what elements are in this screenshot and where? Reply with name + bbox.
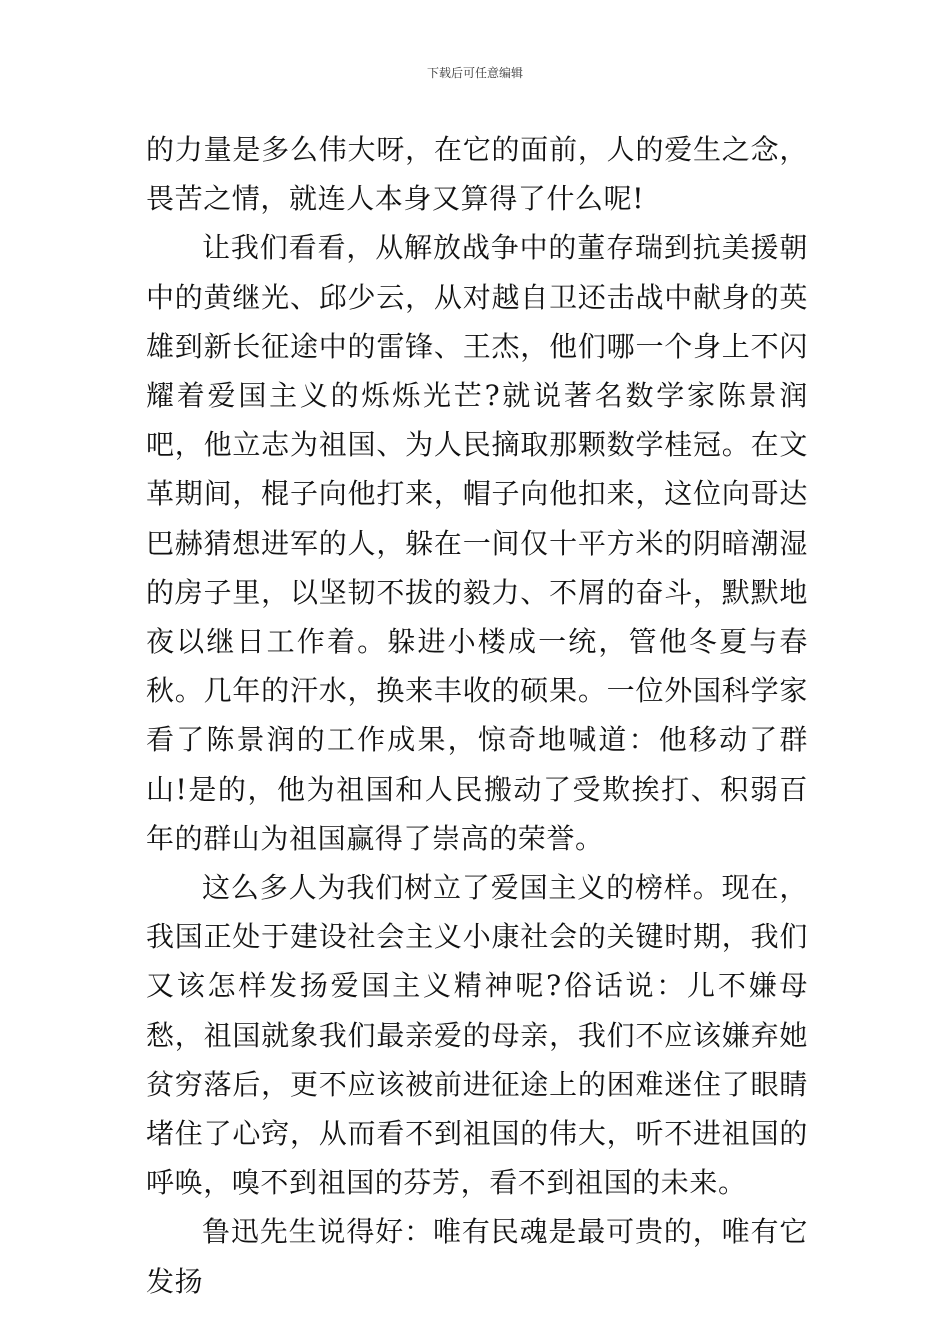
page-header: 下载后可任意编辑 — [426, 66, 523, 80]
paragraph-patriotism: 这么多人为我们树立了爱国主义的榜样。现在，我国正处于建设社会主义小康社会的关键时期，我们又该怎样发扬爱国主义精神呢?俗话说：儿不嫌母愁，祖国就象我们最亲爱的母亲，我们不应该嫌弃她贫穷落后，更不应该被前进征途上的困难迷住了眼睛堵住了心窍，从而看不到祖国的伟大，听不进祖国的呼唤，嗅不到祖国的芬芳，看不到祖国的未来。 — [146, 871, 808, 1200]
paragraph-heroes: 让我们看看，从解放战争中的董存瑞到抗美援朝中的黄继光、邱少云，从对越自卫还击战中献身的英雄到新长征途中的雷锋、王杰，他们哪一个身上不闪耀着爱国主义的烁烁光芒?就说著名数学家陈景润吧，他立志为祖国、为人民摘取那颗数学桂冠。在文革期间，棍子向他打来，帽子向他扣来，这位向哥达巴赫猜想进军的人，躲在一间仅十平方米的阴暗潮湿的房子里，以坚韧不拔的毅力、不屑的奋斗，默默地夜以继日工作着。躲进小楼成一统，管他冬夏与春秋。几年的汗水，换来丰收的硕果。一位外国科学家看了陈景润的工作成果，惊奇地喊道：他移动了群山!是的，他为祖国和人民搬动了受欺挨打、积弱百年的群山为祖国赢得了崇高的荣誉。 — [146, 231, 808, 855]
paragraph-luxun: 鲁迅先生说得好：唯有民魂是最可贵的，唯有它发扬 — [146, 1215, 808, 1298]
paragraph-continuation: 的力量是多么伟大呀，在它的面前，人的爱生之念，畏苦之情，就连人本身又算得了什么呢! — [146, 133, 808, 216]
document-body — [146, 125, 808, 1306]
